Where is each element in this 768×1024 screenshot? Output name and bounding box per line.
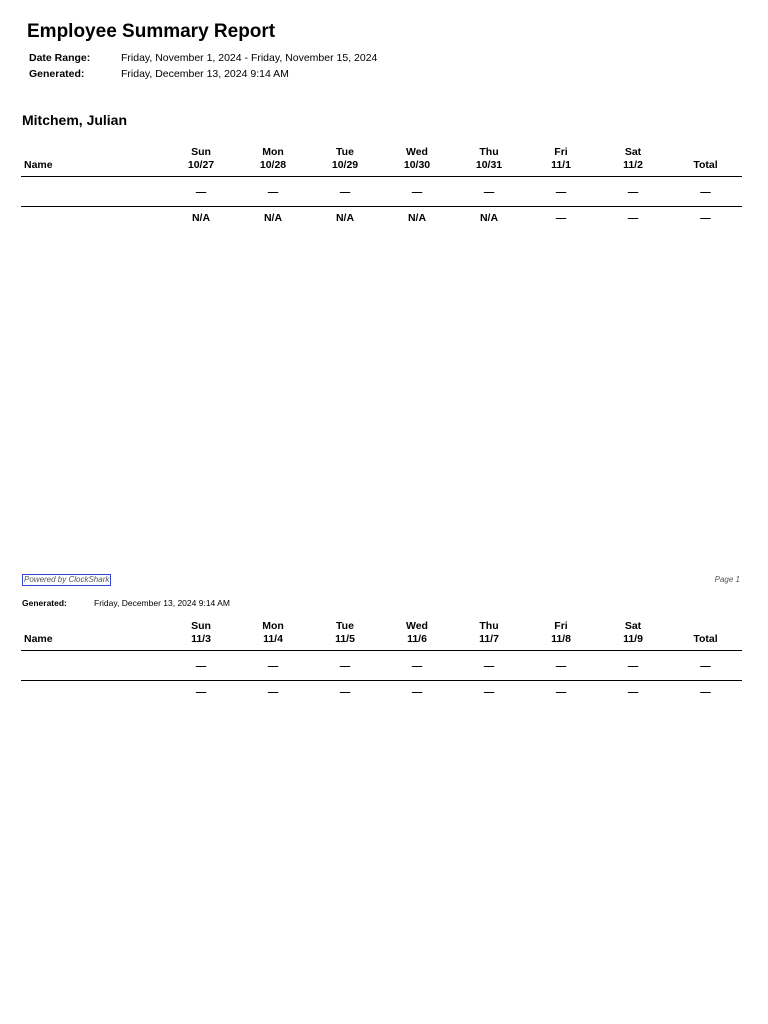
name-cell xyxy=(21,681,165,703)
table-cell: — xyxy=(309,177,381,207)
total-column-header: Total xyxy=(693,633,718,645)
day-column-header: Fri 11/8 xyxy=(551,620,571,645)
day-column-header: Tue 10/29 xyxy=(331,146,359,171)
day-column-header: Wed 10/30 xyxy=(403,146,431,171)
table-cell: — xyxy=(267,685,279,698)
table-cell: N/A xyxy=(335,211,355,224)
report-title: Employee Summary Report xyxy=(27,21,276,42)
total-cell: — xyxy=(700,211,711,224)
table-cell: — xyxy=(237,177,309,207)
table-row xyxy=(21,651,742,681)
table-header-row xyxy=(21,615,742,651)
date-range-line xyxy=(29,52,377,64)
day-column-header: Sat 11/9 xyxy=(623,620,643,645)
table-cell: — xyxy=(627,211,639,224)
week-table-1 xyxy=(21,141,742,228)
day-column-header: Thu 10/31 xyxy=(475,146,503,171)
date-range-value: Friday, November 1, 2024 - Friday, November 15, 2024 xyxy=(121,52,378,64)
table-cell: — xyxy=(165,651,237,681)
table-cell: — xyxy=(555,685,567,698)
name-cell xyxy=(21,177,165,207)
day-column-header: Sun 11/3 xyxy=(191,620,211,645)
table-cell: — xyxy=(411,685,423,698)
table-cell: N/A xyxy=(263,211,283,224)
day-column-header: Sun 10/27 xyxy=(187,146,215,171)
table-cell: — xyxy=(525,177,597,207)
page-number: Page 1 xyxy=(714,575,740,584)
total-column-header: Total xyxy=(693,159,718,171)
page2-generated-label: Generated: xyxy=(22,598,67,608)
generated-line xyxy=(29,68,289,80)
table-cell: — xyxy=(195,685,207,698)
date-range-label: Date Range: xyxy=(29,52,91,64)
week-table-2 xyxy=(21,615,742,702)
table-cell: N/A xyxy=(191,211,211,224)
table-cell: — xyxy=(555,211,567,224)
day-column-header: Mon 11/4 xyxy=(262,620,284,645)
table-cell: N/A xyxy=(407,211,427,224)
table-row xyxy=(21,681,742,703)
table-cell: — xyxy=(453,177,525,207)
name-cell xyxy=(21,651,165,681)
table-cell: — xyxy=(309,651,381,681)
name-column-header: Name xyxy=(24,159,53,171)
generated-label: Generated: xyxy=(29,68,85,80)
table-cell: — xyxy=(381,177,453,207)
name-column-header: Name xyxy=(24,633,53,645)
table-cell: — xyxy=(627,685,639,698)
table-header-row xyxy=(21,141,742,177)
total-cell: — xyxy=(669,177,742,207)
table-cell: — xyxy=(165,177,237,207)
day-column-header: Mon 10/28 xyxy=(259,146,287,171)
day-column-header: Fri 11/1 xyxy=(551,146,571,171)
day-column-header: Wed 11/6 xyxy=(406,620,428,645)
day-column-header: Tue 11/5 xyxy=(335,620,355,645)
total-cell: — xyxy=(700,685,711,698)
employee-name: Mitchem, Julian xyxy=(22,112,128,128)
page2-generated-line xyxy=(22,598,230,608)
table-cell: N/A xyxy=(479,211,499,224)
table-row xyxy=(21,207,742,229)
page2-generated-value: Friday, December 13, 2024 9:14 AM xyxy=(94,598,230,608)
table-cell: — xyxy=(339,685,351,698)
day-column-header: Thu 11/7 xyxy=(479,620,499,645)
table-row xyxy=(21,177,742,207)
table-cell: — xyxy=(453,651,525,681)
total-cell: — xyxy=(669,651,742,681)
powered-by-link[interactable]: Powered by ClockShark xyxy=(24,575,110,584)
generated-value: Friday, December 13, 2024 9:14 AM xyxy=(121,68,289,80)
table-cell: — xyxy=(597,651,669,681)
table-cell: — xyxy=(483,685,495,698)
table-cell: — xyxy=(381,651,453,681)
table-cell: — xyxy=(525,651,597,681)
day-column-header: Sat 11/2 xyxy=(623,146,643,171)
name-cell xyxy=(21,207,165,229)
table-cell: — xyxy=(237,651,309,681)
table-cell: — xyxy=(597,177,669,207)
